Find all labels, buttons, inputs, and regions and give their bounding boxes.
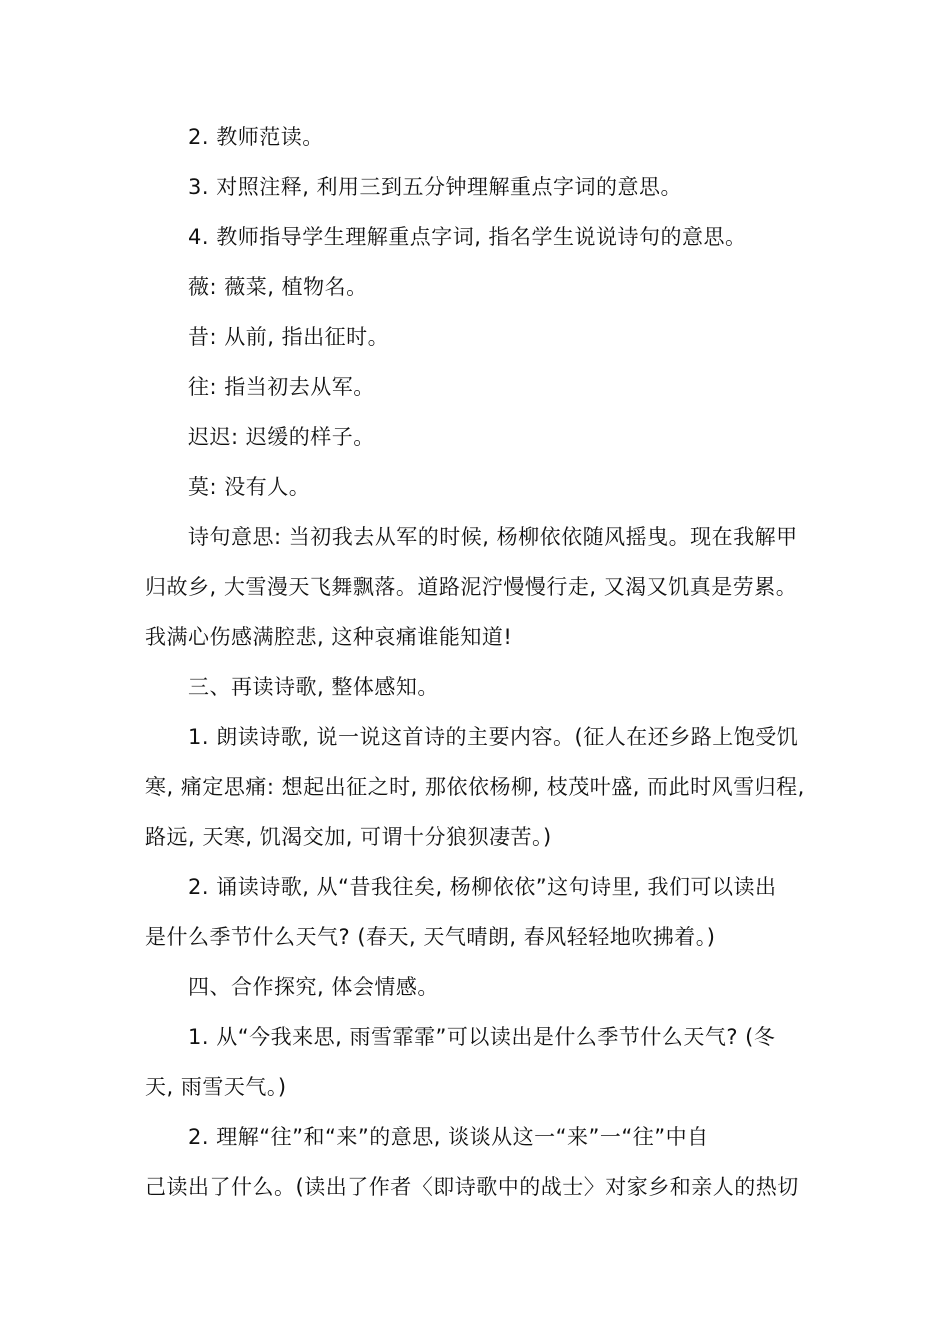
poem-meaning-line-2: 归故乡, 大雪漫天飞舞飘落。道路泥泞慢慢行走, 又渴又饥真是劳累。 [145,575,798,599]
gloss-chichi: 迟迟: 迟缓的样子。 [188,425,375,449]
section-three-item-1-line-1: 1. 朗读诗歌, 说一说这首诗的主要内容。(征人在还乡路上饱受饥 [188,725,799,749]
section-four-item-1-line-1: 1. 从“今我来思, 雨雪霏霏”可以读出是什么季节什么天气? (冬 [188,1025,776,1049]
gloss-xi: 昔: 从前, 指出征时。 [188,325,390,349]
section-four-heading: 四、合作探究, 体会情感。 [188,975,439,999]
section-three-item-1-line-2: 寒, 痛定思痛: 想起出征之时, 那依依杨柳, 枝茂叶盛, 而此时风雪归程, [145,775,805,799]
poem-meaning-line-3: 我满心伤感满腔悲, 这种哀痛谁能知道! [145,625,513,649]
poem-meaning-line-1: 诗句意思: 当初我去从军的时候, 杨柳依依随风摇曳。现在我解甲 [188,525,798,549]
section-four-item-2-line-2: 己读出了什么。(读出了作者〈即诗歌中的战士〉对家乡和亲人的热切 [145,1175,799,1199]
section-four-item-1-line-2: 天, 雨雪天气。) [145,1075,287,1099]
gloss-wei: 薇: 薇菜, 植物名。 [188,275,368,299]
section-three-item-2-line-2: 是什么季节什么天气? (春天, 天气晴朗, 春风轻轻地吹拂着。) [145,925,716,949]
gloss-wang: 往: 指当初去从军。 [188,375,375,399]
step-3-line: 3. 对照注释, 利用三到五分钟理解重点字词的意思。 [188,175,683,199]
section-three-item-2-line-1: 2. 诵读诗歌, 从“昔我往矣, 杨柳依依”这句诗里, 我们可以读出 [188,875,777,899]
step-4-line: 4. 教师指导学生理解重点字词, 指名学生说说诗句的意思。 [188,225,747,249]
section-three-item-1-line-3: 路远, 天寒, 饥渴交加, 可谓十分狼狈凄苦。) [145,825,552,849]
step-2-line: 2. 教师范读。 [188,125,324,149]
gloss-mo: 莫: 没有人。 [188,475,311,499]
section-three-heading: 三、再读诗歌, 整体感知。 [188,675,439,699]
section-four-item-2-line-1: 2. 理解“往”和“来”的意思, 谈谈从这一“来”一“往”中自 [188,1125,709,1149]
